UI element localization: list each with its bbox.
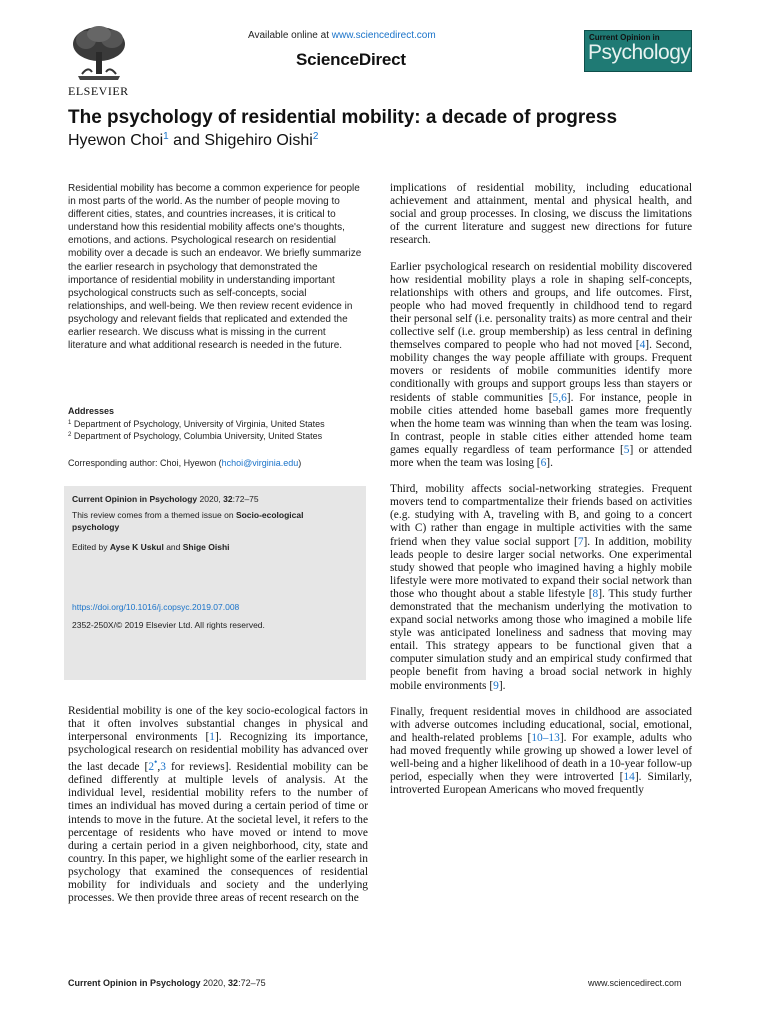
body-right-paragraph-1: implications of residential mobility, including educational achievement and attainment, mental and physical health, and social and group processes. In closing, we discuss the limitations of the current literature and suggest new directions for future research. xyxy=(390,182,692,247)
corresponding-author xyxy=(68,458,301,468)
body-text: ]. This study further demonstrated that the mechanism underlying the motivation to expand social networks among those who imagined a mobile life style was anticipated loneliness and sadness that moving may entail. This strategy appears to be functional given that a computer simulation study and an empirical study confirmed that people benefit from having a broad social network in highly mobile environments [ xyxy=(390,587,692,692)
sciencedirect-url-link[interactable]: www.sciencedirect.com xyxy=(331,30,436,41)
author-2: Shigehiro Oishi xyxy=(204,132,313,149)
infobox-journal: Current Opinion in Psychology xyxy=(72,494,198,504)
infobox-year: 2020, xyxy=(197,494,224,504)
body-text: Third, mobility affects social-networking strategies. Frequent movers tend to compartmentalize their friends based on activities (e.g. studying with A, traveling with B, and going to a concert with C) rather than engage in multiple activities with the same friend when they value social support [ xyxy=(390,483,692,548)
author-line xyxy=(68,131,318,150)
citation-link[interactable]: 10–13 xyxy=(531,731,560,744)
body-text: ]. xyxy=(546,456,553,469)
doi-link[interactable]: https://doi.org/10.1016/j.copsyc.2019.07.008 xyxy=(72,602,240,612)
footer-year: 2020, xyxy=(200,978,229,988)
author-1-affiliation-link[interactable]: 1 xyxy=(163,131,169,142)
corresponding-email-link[interactable]: hchoi@virginia.edu xyxy=(221,458,299,468)
addresses-heading: Addresses xyxy=(68,406,115,416)
citation-link[interactable]: 5,6 xyxy=(552,391,567,404)
body-right-paragraph-2 xyxy=(390,261,692,471)
body-text: Residential mobility is one of the key socio-ecological factors in that it often involves substantial changes in physical and interpersonal environments [ xyxy=(68,705,368,744)
address-1-sup: 1 xyxy=(68,420,72,426)
corresponding-prefix: Corresponding author: Choi, Hyewon ( xyxy=(68,458,222,468)
citation-link[interactable]: 2 xyxy=(148,761,155,774)
infobox-doi-line xyxy=(72,602,239,612)
elsevier-tree-logo-icon xyxy=(68,24,130,82)
footer-site-link[interactable]: www.sciencedirect.com xyxy=(588,978,682,988)
footer-pages: :72–75 xyxy=(238,978,266,988)
citation-link[interactable]: 6 xyxy=(540,456,547,469)
body-right-paragraph-4 xyxy=(390,706,692,798)
infobox-edited-prefix: Edited by xyxy=(72,542,110,552)
body-right-column xyxy=(390,182,692,811)
citation-link[interactable]: 7 xyxy=(577,535,584,548)
body-text: ]. For instance, people in mobile cities attended home baseball games more frequently when the home team was winning than when the team was losing. In contrast, people in stable cities either attended home team games equally regardless of team performance [ xyxy=(390,391,693,456)
article-title: The psychology of residential mobility: a decade of progress xyxy=(68,107,618,128)
address-1 xyxy=(68,419,368,429)
journal-badge-main: Psychology xyxy=(588,41,691,64)
infobox-themed-prefix: This review comes from a themed issue on xyxy=(72,510,236,520)
footer-journal: Current Opinion in Psychology xyxy=(68,978,201,988)
infobox-themed-topic-2: psychology xyxy=(72,522,120,532)
citation-link[interactable]: 14 xyxy=(623,771,635,784)
author-2-affiliation-link[interactable]: 2 xyxy=(312,131,319,142)
infobox-themed-topic-1: Socio-ecological xyxy=(235,510,304,520)
infobox-edited-and: and xyxy=(163,542,183,552)
body-text: for reviews]. Residential mobility can be defined differently at multiple levels of analysis. At the individual level, residential mobility refers to the number of times an individual has moved during a certain period of time or intends to move in the future. At the societal level, it refers to the percentage of residents who have moved or intend to move during a certain period in a given neighborhood, city, state and country. In this paper, we highlight some of the earlier research in psychology that examined the consequences of residential mobility for individuals and society and the underlying processes. We then provide three areas of recent research on the xyxy=(68,761,368,905)
citation-link[interactable]: 8 xyxy=(592,587,599,600)
address-2-text: Department of Psychology, Columbia University, United States xyxy=(73,431,323,441)
body-text: , xyxy=(157,761,161,774)
citation-link[interactable]: 1 xyxy=(209,731,215,744)
infobox-themed-line2 xyxy=(72,522,119,532)
infobox-citation xyxy=(72,494,259,504)
corresponding-suffix: ) xyxy=(298,458,302,468)
infobox-pages: :72–75 xyxy=(232,494,259,504)
body-right-paragraph-3 xyxy=(390,483,692,693)
footer-volume: 32 xyxy=(228,978,239,988)
journal-badge-top: Current Opinion in xyxy=(589,33,660,42)
infobox-volume: 32 xyxy=(223,494,233,504)
infobox-editor-2: Shige Oishi xyxy=(182,542,230,552)
available-online-text: Available online at xyxy=(248,30,332,41)
citation-link[interactable]: 4 xyxy=(639,339,646,352)
body-text: ]. In addition, mobility leads people to desire larger social networks. One experimental study showed that people who imagined having a highly mobile lifestyle were more motivated to expand their social network than those who thought about a stable lifestyle [ xyxy=(390,535,692,600)
address-2-sup: 2 xyxy=(68,432,72,438)
body-text: ]. Recognizing its importance, psychological research on residential mobility has advanced over the last decade [ xyxy=(68,731,368,774)
footer-citation xyxy=(68,978,266,988)
journal-badge xyxy=(584,30,692,72)
available-online-line xyxy=(248,30,436,41)
citation-link[interactable]: 5 xyxy=(623,443,630,456)
body-text: ]. Similarly, introverted European Americans who moved frequently xyxy=(390,771,692,797)
citation-link[interactable]: 3 xyxy=(160,761,166,774)
address-1-text: Department of Psychology, University of Virginia, United States xyxy=(73,419,325,429)
infobox-themed-line1 xyxy=(72,510,303,520)
body-text: Finally, frequent residential moves in childhood are associated with adverse outcomes including educational, social, emotional, and health-related problems [ xyxy=(390,705,692,744)
abstract: Residential mobility has become a common experience for people in most parts of the world. As the number of people moving to different cities, states, and countries increases, it is critical to understand how this residential mobility affects one's thoughts, emotions, and actions. Psychological research on residential mobility over a decade is such an endeavor. We briefly summarize the earlier research in psychology that demonstrated the importance of residential mobility in understanding important psychological constructs such as self-concepts, social relationships, and well-being. We then review recent evidence in psychology and relevant fields that replicated and extended the earlier research. We discuss what is missing in the current literature and what additional research is needed in the future. xyxy=(68,183,362,352)
citation-link[interactable]: 9 xyxy=(493,679,499,692)
author-1: Hyewon Choi xyxy=(68,132,164,149)
author-and: and xyxy=(168,132,205,149)
body-text: ] or attended more when the team was losing [ xyxy=(390,443,692,469)
body-text: Earlier psychological research on residential mobility discovered how residential mobility plays a role in shaping self-concepts, relationships with others and groups, and life outcomes. First, people who had moved frequently in childhood tend to regard their personal self (i.e. personality traits) as more central and their collective self (i.e. group membership) as less central in defining themselves compared to people who had not moved [ xyxy=(390,260,692,352)
body-text: ]. For example, adults who had moved frequently while growing up showed a lower level of well-being and a higher likelihood of death in a 10-year follow-up period, especially when they were introverted [ xyxy=(390,731,692,784)
infobox-copyright: 2352-250X/© 2019 Elsevier Ltd. All rights reserved. xyxy=(72,620,265,630)
address-2 xyxy=(68,431,368,441)
infobox-editor-1: Ayse K Uskul xyxy=(109,542,164,552)
body-left-paragraph xyxy=(68,705,368,905)
citation-mark: • xyxy=(154,758,158,769)
body-text: ]. Second, mobility changes the way people affiliate with groups. Frequent movers or residents of mobile communities identify more conditionally with groups and support groups less than stayers or residents of stable communities [ xyxy=(390,339,692,404)
infobox-editors xyxy=(72,542,230,552)
body-text: ]. xyxy=(498,679,506,692)
sciencedirect-wordmark: ScienceDirect xyxy=(296,50,406,69)
elsevier-wordmark: ELSEVIER xyxy=(68,84,129,98)
article-info-box xyxy=(64,486,366,680)
